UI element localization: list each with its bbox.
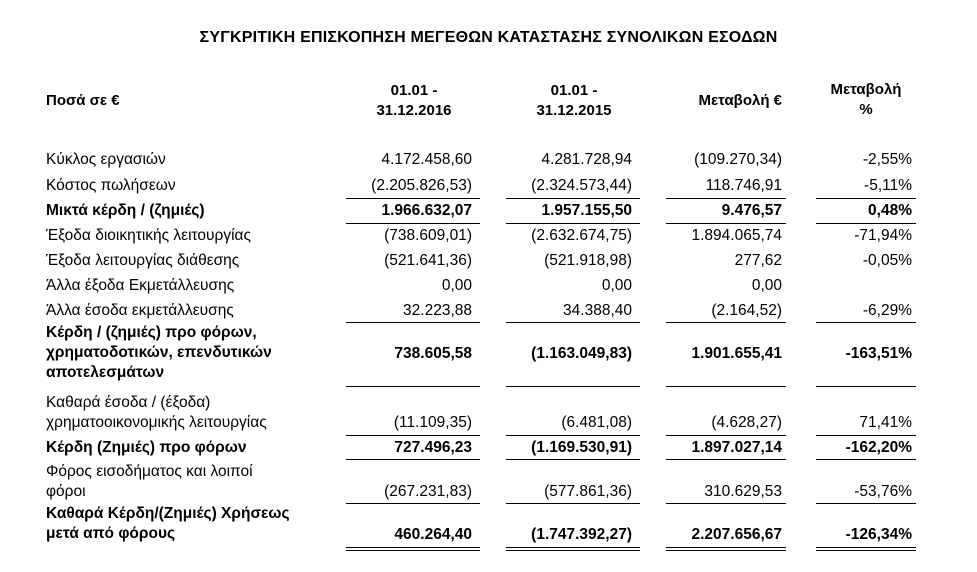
value-change-eur: 9.476,57 (721, 202, 782, 219)
value-change-eur: (2.164,52) (711, 302, 782, 319)
subtotal-rule (816, 503, 916, 504)
value-change-pct: -71,94% (854, 227, 912, 244)
document-title: ΣΥΓΚΡΙΤΙΚΗ ΕΠΙΣΚΟΠΗΣΗ ΜΕΓΕΘΩΝ ΚΑΤΑΣΤΑΣΗΣ ΣΥΝΟΛΙΚΩΝ ΕΣΟΔΩΝ (199, 29, 778, 46)
value-change-pct: -163,51% (845, 345, 912, 362)
value-2015: 1.957.155,50 (541, 202, 632, 219)
value-2016: (738.609,01) (384, 227, 472, 244)
row-label (46, 504, 346, 544)
value-2015: (1.747.392,27) (531, 526, 632, 543)
subtotal-rule (506, 198, 640, 199)
subtotal-rule (816, 322, 916, 323)
subtotal-rule (506, 386, 640, 387)
row-label: Άλλα έσοδα εκμετάλλευσης (46, 302, 234, 319)
subtotal-rule (506, 223, 640, 224)
header-amounts-label: Ποσά σε € (46, 92, 120, 109)
total-double-rule (346, 547, 480, 551)
row-label-line: Κέρδη / (ζημιές) προ φόρων, (46, 324, 257, 341)
subtotal-rule (346, 386, 480, 387)
value-2016: 727.496,23 (394, 439, 472, 456)
subtotal-rule (666, 198, 786, 199)
subtotal-rule (346, 322, 480, 323)
value-2015: 34.388,40 (563, 302, 632, 319)
row-label (46, 462, 346, 502)
row-label-line: Καθαρά Κέρδη/(Ζημιές) Χρήσεως (46, 505, 290, 522)
subtotal-rule (666, 223, 786, 224)
value-2015: (577.861,36) (544, 483, 632, 500)
header-change-eur: Μεταβολή € (698, 92, 782, 109)
row-label: Έξοδα λειτουργίας διάθεσης (46, 252, 240, 269)
header-change-pct-line1: Μεταβολή (830, 81, 902, 98)
subtotal-rule (816, 223, 916, 224)
subtotal-rule (816, 386, 916, 387)
subtotal-rule (346, 198, 480, 199)
value-change-pct: 71,41% (859, 414, 912, 431)
row-label-line: φόροι (46, 483, 86, 500)
row-label: Κέρδη (Ζημιές) προ φόρων (46, 439, 247, 456)
value-change-eur: 1.894.065,74 (691, 227, 782, 244)
header-period-2015 (506, 81, 642, 121)
value-change-eur: 0,00 (751, 277, 782, 294)
subtotal-rule (506, 435, 640, 436)
subtotal-rule (666, 435, 786, 436)
value-2016: (267.231,83) (384, 483, 472, 500)
subtotal-rule (346, 503, 480, 504)
subtotal-rule (346, 459, 480, 460)
row-label-line: Καθαρά έσοδα / (έξοδα) (46, 394, 211, 411)
value-2015: (2.324.573,44) (531, 177, 632, 194)
row-label: Άλλα έξοδα Εκμετάλλευσης (46, 277, 235, 294)
subtotal-rule (816, 435, 916, 436)
row-label-line: χρηματοδοτικών, επενδυτικών (46, 344, 272, 361)
value-2015: (1.169.530,91) (531, 439, 632, 456)
header-change-pct-line2: % (859, 101, 873, 118)
row-label-line: αποτελεσμάτων (46, 364, 165, 381)
value-2015: (6.481,08) (561, 414, 632, 431)
value-change-eur: (109.270,34) (694, 151, 782, 168)
row-label-line: χρηματοοικονομικής λειτουργίας (46, 414, 267, 431)
value-change-pct: -2,55% (862, 151, 912, 168)
row-label: Κόστος πωλήσεων (46, 177, 176, 194)
value-change-eur: 118.746,91 (705, 177, 782, 194)
value-change-eur: 1.901.655,41 (691, 345, 782, 362)
subtotal-rule (816, 459, 916, 460)
value-2015: 4.281.728,94 (541, 151, 632, 168)
value-2016: (521.641,36) (384, 252, 472, 269)
value-2016: 1.966.632,07 (381, 202, 472, 219)
value-change-eur: 277,62 (734, 252, 782, 269)
header-period-2015-line1: 01.01 - (550, 82, 598, 99)
value-change-pct: 0,48% (868, 202, 912, 219)
row-label (46, 323, 346, 383)
row-label: Μικτά κέρδη / (ζημιές) (46, 202, 205, 219)
value-change-eur: (4.628,27) (711, 414, 782, 431)
subtotal-rule (346, 223, 480, 224)
header-period-2015-line2: 31.12.2015 (536, 102, 612, 119)
value-2016: (2.205.826,53) (371, 177, 472, 194)
value-change-eur: 1.897.027,14 (691, 439, 782, 456)
row-label: Κύκλος εργασιών (46, 151, 166, 168)
subtotal-rule (346, 435, 480, 436)
value-change-pct: -126,34% (845, 526, 912, 543)
value-2016: 460.264,40 (394, 526, 472, 543)
total-double-rule (666, 547, 786, 551)
header-period-2016 (346, 81, 482, 121)
row-label-line: μετά από φόρους (46, 525, 176, 542)
value-2015: 0,00 (601, 277, 632, 294)
header-period-2016-line2: 31.12.2016 (376, 102, 452, 119)
subtotal-rule (666, 459, 786, 460)
value-change-pct: -5,11% (864, 177, 912, 194)
row-label (46, 393, 346, 433)
value-change-pct: -162,20% (845, 439, 912, 456)
value-2016: 738.605,58 (394, 345, 472, 362)
header-change-pct (816, 80, 916, 120)
value-2016: (11.109,35) (393, 414, 472, 431)
value-change-eur: 310.629,53 (704, 483, 782, 500)
value-change-pct: -6,29% (862, 302, 912, 319)
value-2015: (1.163.049,83) (531, 345, 632, 362)
subtotal-rule (666, 386, 786, 387)
header-period-2016-line1: 01.01 - (390, 82, 438, 99)
value-change-pct: -0,05% (862, 252, 912, 269)
value-change-eur: 2.207.656,67 (691, 526, 782, 543)
value-change-pct: -53,76% (854, 483, 912, 500)
subtotal-rule (506, 503, 640, 504)
subtotal-rule (666, 503, 786, 504)
value-2016: 32.223,88 (403, 302, 472, 319)
total-double-rule (816, 547, 916, 551)
value-2016: 0,00 (441, 277, 472, 294)
row-label-line: Φόρος εισοδήματος και λοιποί (46, 463, 253, 480)
total-double-rule (506, 547, 640, 551)
subtotal-rule (506, 322, 640, 323)
row-label: Έξοδα διοικητικής λειτουργίας (46, 227, 251, 244)
value-2015: (2.632.674,75) (531, 227, 632, 244)
subtotal-rule (816, 198, 916, 199)
value-2016: 4.172.458,60 (381, 151, 472, 168)
subtotal-rule (666, 322, 786, 323)
value-2015: (521.918,98) (544, 252, 632, 269)
subtotal-rule (506, 459, 640, 460)
